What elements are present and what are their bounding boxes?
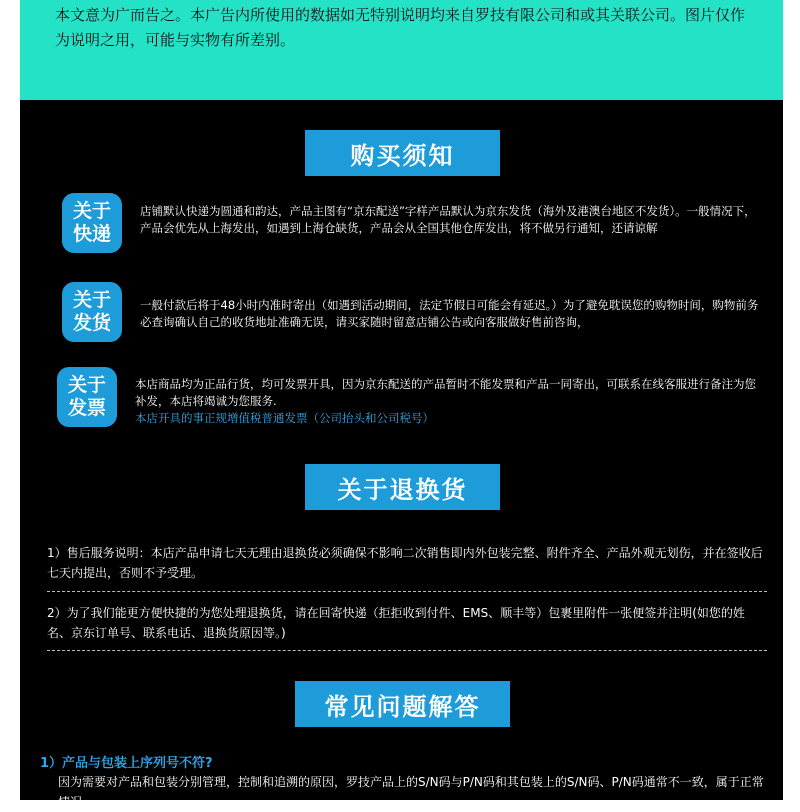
returns-banner: 关于退换货	[305, 464, 500, 510]
faq-banner: 常见问题解答	[295, 681, 510, 727]
shipping-badge	[62, 282, 122, 342]
faq-question: 1）产品与包装上序列号不符?	[40, 756, 213, 771]
invoice-info	[135, 376, 765, 427]
return-policy-item-2: 2）为了我们能更方便快捷的为您处理退换货，请在回寄快递（拒拒收到付件、EMS、顺丰等）包裹里附件一张便签并注明(如您的姓名、京东订单号、联系电话、退换货原因等。)	[47, 606, 745, 640]
purchase-notice-banner: 购买须知	[305, 130, 500, 176]
return-policy-item-1: 1）售后服务说明：本店产品申请七天无理由退换货必须确保不影响二次销售即内外包装完整、附件齐全、产品外观无划伤，并在签收后七天内提出，否则不予受理。	[47, 546, 763, 580]
express-badge	[62, 193, 122, 253]
disclaimer-band	[20, 0, 783, 100]
express-badge-line1: 关于	[72, 200, 111, 222]
disclaimer-text: 本文意为广而告之。本广告内所使用的数据如无特别说明均来自罗技有限公司和或其关联公司。图片仅作为说明之用，可能与实物有所差别。	[55, 6, 746, 49]
shipping-info-text: 一般付款后将于48小时内准时寄出（如遇到活动期间，法定节假日可能会有延迟。）为了避免耽误您的购物时间，购物前务必查询确认自己的收货地址准确无误，请买家随时留意店铺公告或向客服做好售前咨询，	[140, 298, 759, 329]
invoice-highlight-text: 本店开具的事正规增值税普通发票（公司抬头和公司税号）	[135, 411, 434, 425]
divider	[47, 650, 767, 651]
page-canvas	[20, 0, 783, 809]
invoice-badge-line1: 关于	[67, 374, 106, 396]
invoice-info-text: 本店商品均为正品行货，均可发票开具，因为京东配送的产品暂时不能发票和产品一同寄出，可联系在线客服进行备注为您补发，本店将竭诚为您服务.	[135, 377, 756, 408]
invoice-badge	[57, 367, 117, 427]
shipping-badge-line1: 关于	[72, 289, 111, 311]
faq-answer: 因为需要对产品和包装分别管理，控制和追溯的原因，罗技产品上的S/N码与P/N码和其包装上的S/N码、P/N码通常不一致，属于正常情况。	[58, 775, 764, 809]
divider	[47, 591, 767, 592]
express-badge-line2: 快递	[72, 223, 111, 245]
express-info-text: 店铺默认快递为圆通和韵达，产品主图有“京东配送”字样产品默认为京东发货（海外及港澳台地区不发货）。一般情况下，产品会优先从上海发出，如遇到上海仓缺货，产品会从全国其他仓库发出，将不做另行通知，还请谅解	[140, 204, 756, 235]
shipping-badge-line2: 发货	[72, 312, 111, 334]
invoice-badge-line2: 发票	[67, 397, 106, 419]
